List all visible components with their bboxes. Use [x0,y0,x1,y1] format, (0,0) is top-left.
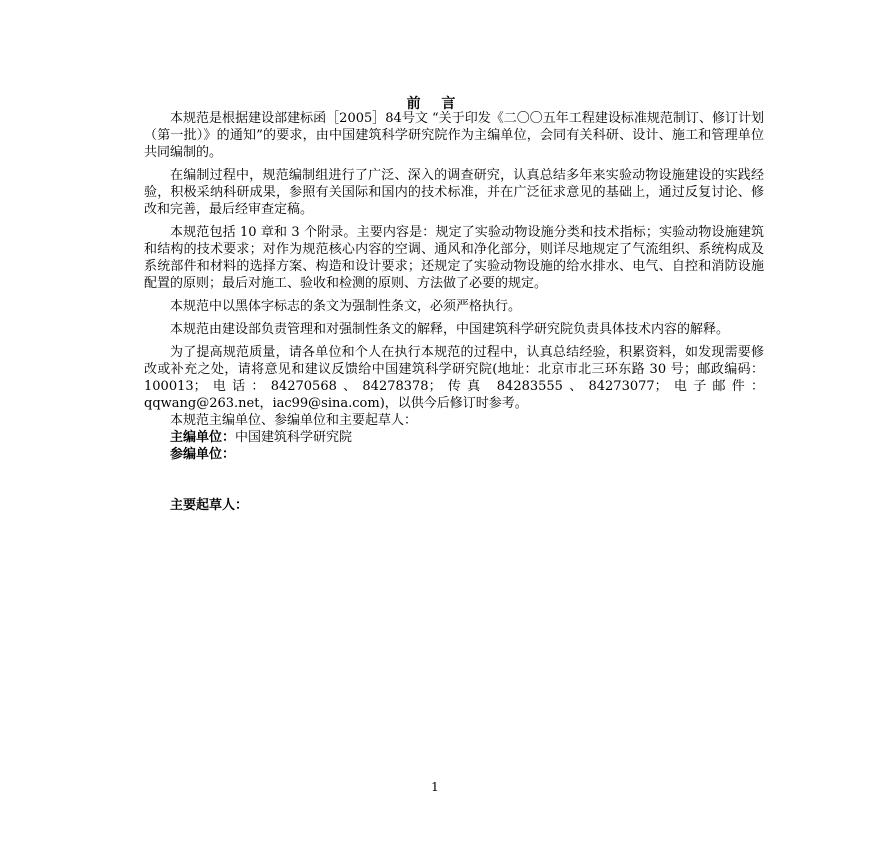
chief-unit-colon: ： [222,430,236,445]
participating-unit-colon: ： [222,447,236,462]
drafters-colon: ： [235,498,249,513]
page-title: 前 言 [406,96,464,112]
chief-unit-label: 主编单位 [170,430,223,445]
participating-unit-line [144,446,764,463]
paragraph-process: 在编制过程中，规范编制组进行了广泛、深入的调查研究，认真总结多年来实验动物设施建设的实践经验，积极采纳科研成果，参照有关国际和国内的技术标准，并在广泛征求意见的基础上，通过反复讨论、修改和完善，最后经审查定稿。 [144,168,764,217]
paragraph-feedback: 为了提高规范质量，请各单位和个人在执行本规范的过程中，认真总结经验，积累资料，如发现需要修改或补充之处，请将意见和建议反馈给中国建筑科学研究院(地址：北京市北三环东路 30 号；邮政编码：100013；电话：84270568、84278378；传真 84283555、84273077；电子邮件：qqwang@263.net，iac99@sina.com)，以供今后修订时参考。 [144,345,764,411]
paragraph-management: 本规范由建设部负责管理和对强制性条文的解释，中国建筑科学研究院负责具体技术内容的解释。 [170,322,730,337]
paragraph-contents: 本规范包括 10 章和 3 个附录。主要内容是：规定了实验动物设施分类和技术指标；实验动物设施建筑和结构的技术要求；对作为规范核心内容的空调、通风和净化部分，则详尽地规定了气流组织、系统构成及系统部件和材料的选择方案、构造和设计要求；还规定了实验动物设施的给水排水、电气、自控和消防设施配置的原则；最后对施工、验收和检测的原则、方法做了必要的规定。 [144,225,764,291]
drafters-label: 主要起草人 [170,498,236,513]
paragraph-mandatory: 本规范中以黑体字标志的条文为强制性条文，必须严格执行。 [170,299,522,314]
page-number: 1 [431,780,439,794]
document-body [144,110,764,514]
paragraph-units-intro: 本规范主编单位、参编单位和主要起草人： [170,413,418,428]
participating-unit-label: 参编单位 [170,447,223,462]
paragraph-basis: 本规范是根据建设部建标函［2005］84号文 “关于印发《二〇〇五年工程建设标准规范制订、修订计划（第一批）》的通知”的要求，由中国建筑科学研究院作为主编单位，会同有关科研、设计、施工和管理单位共同编制的。 [144,111,764,160]
chief-unit-line [144,429,764,446]
drafters-line [144,497,764,514]
chief-unit-value: 中国建筑科学研究院 [235,430,353,445]
